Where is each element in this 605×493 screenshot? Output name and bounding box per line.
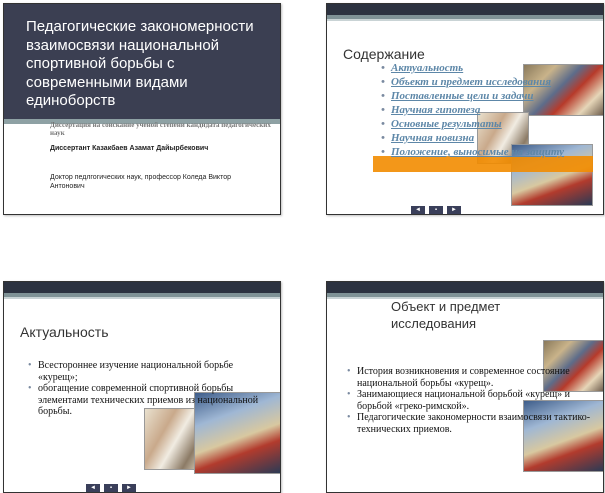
slide-thumbnail-2[interactable] [326, 3, 604, 215]
bullet-icon: • [381, 76, 385, 88]
slide-nav [86, 484, 136, 492]
bullet-icon: • [347, 412, 351, 423]
slide-thumbnail-3[interactable] [3, 281, 281, 493]
slide-nav [411, 206, 461, 214]
slide-title: Актуальность [20, 324, 109, 340]
bullet-icon: • [28, 383, 32, 394]
slide-title: Объект и предмет исследования [391, 299, 501, 331]
list-item: • История возникновения и современное состояние национальной борьбы «курещ». [347, 366, 570, 389]
header-bar [4, 282, 280, 293]
bullet-icon: • [381, 146, 385, 158]
toc-link[interactable]: • Научная гипотеза [381, 104, 481, 116]
header-bar [327, 4, 603, 15]
slide-title: Содержание [343, 46, 425, 62]
bullet-icon: • [347, 389, 351, 400]
bullet-icon: • [381, 118, 385, 130]
next-arrow-icon[interactable]: ► [122, 484, 136, 492]
header-line [4, 297, 280, 299]
prev-arrow-icon[interactable]: ◄ [411, 206, 425, 214]
header-line [327, 19, 603, 21]
slide-thumbnail-4[interactable] [326, 281, 604, 493]
prev-arrow-icon[interactable]: ◄ [86, 484, 100, 492]
bullet-icon: • [381, 104, 385, 116]
toc-link[interactable]: • Объект и предмет исследования [381, 76, 552, 88]
bullet-list [28, 360, 274, 418]
next-arrow-icon[interactable]: ► [447, 206, 461, 214]
bullet-icon: • [381, 90, 385, 102]
toc-link[interactable]: • Актуальность [381, 62, 464, 74]
list-item: • Всестороннее изучение национальной борьбе «курещ»; [28, 360, 234, 383]
list-item: • Занимающиеся национальной борьбой «курещ» и борьбой «греко-римской». [347, 389, 571, 412]
home-icon[interactable]: ▪ [104, 484, 118, 492]
bullet-icon: • [381, 132, 385, 144]
toc-link[interactable]: • Положение, выносимые на защиту [381, 146, 565, 158]
toc-link[interactable]: • Научная новизна [381, 132, 475, 144]
home-icon[interactable]: ▪ [429, 206, 443, 214]
bullet-list [347, 366, 597, 435]
advisor-text: Доктор педлгогических наук, профессор Коледа Виктор Антонович [50, 174, 231, 190]
bullet-icon: • [381, 62, 385, 74]
list-item: • Педагогические закономерности взаимосвязи тактико-технических приемов. [347, 412, 591, 435]
slide-thumbnail-1[interactable] [3, 3, 281, 215]
author-text: Диссертант Казакбаев Азамат Дайырбекович [50, 145, 209, 152]
slide-subtitle: Диссертация на соискание ученой степени кандидата педагогических наук [50, 121, 271, 137]
toc-link[interactable]: • Основные результаты [381, 118, 502, 130]
toc-list [381, 61, 564, 159]
list-item: • обогащение современной спортивной борьбы элементами технических приемов из национальной борьбы. [28, 383, 259, 417]
bullet-icon: • [347, 366, 351, 377]
toc-link[interactable]: • Поставленные цели и задачи [381, 90, 534, 102]
header-bar [327, 282, 603, 293]
bullet-icon: • [28, 360, 32, 371]
slide-title: Педагогические закономерности взаимосвязи национальной спортивной борьбы с современными видами единоборств [26, 18, 254, 109]
